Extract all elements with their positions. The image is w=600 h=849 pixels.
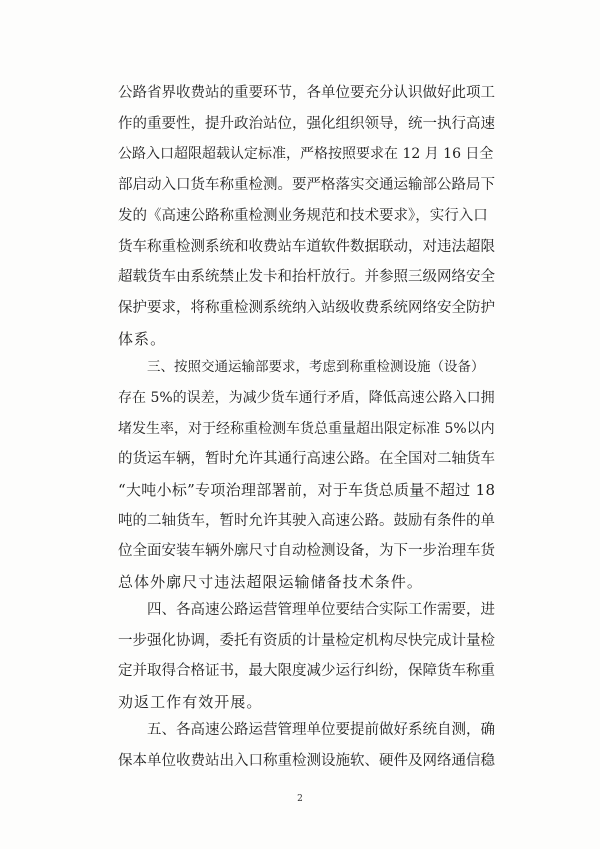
text-line: 作的重要性，提升政治站位，强化组织领导，统一执行高速 bbox=[118, 116, 495, 132]
text-line: 吨的二轴货车，暂时允许其驶入高速公路。鼓励有条件的单 bbox=[118, 513, 495, 529]
paragraph-five-start: 五、各高速公路运营管理单位要提前做好系统自测，确 bbox=[147, 722, 495, 738]
text-line: 体系。 bbox=[118, 330, 167, 348]
page-number: 2 bbox=[297, 794, 303, 804]
text-line: 劝返工作有效开展。 bbox=[118, 693, 263, 711]
text-line: 货车称重检测系统和收费站车道软件数据联动，对违法超限 bbox=[118, 239, 495, 255]
paragraph-three-start: 三、按照交通运输部要求，考虑到称重检测设施（设备） bbox=[147, 359, 485, 375]
paragraph-four-start: 四、各高速公路运营管理单位要结合实际工作需要，进 bbox=[147, 602, 495, 618]
text-line: 总体外廓尺寸违法超限运输储备技术条件。 bbox=[118, 573, 423, 591]
text-line: 保护要求，将称重检测系统纳入站级收费系统网络安全防护 bbox=[118, 300, 495, 316]
text-line: 位全面安装车辆外廓尺寸自动检测设备，为下一步治理车货 bbox=[118, 543, 495, 559]
text-line: 存在 5%的误差，为减少货车通行矛盾，降低高速公路入口拥 bbox=[118, 390, 495, 406]
text-line: “大吨小标”专项治理部署前，对于车货总质量不超过 18 bbox=[118, 481, 496, 499]
text-line: 部启动入口货车称重检测。要严格落实交通运输部公路局下 bbox=[118, 177, 495, 193]
text-line: 公路入口超限超载认定标准，严格按照要求在 12 月 16 日全 bbox=[118, 146, 494, 162]
text-line: 保本单位收费站出入口称重检测设施软、硬件及网络通信稳 bbox=[118, 753, 495, 769]
text-line: 定并取得合格证书，最大限度减少运行纠纷，保障货车称重 bbox=[118, 663, 495, 679]
text-line: 的货运车辆，暂时允许其通行高速公路。在全国对二轴货车 bbox=[118, 451, 495, 467]
text-line: 超载货车由系统禁止发卡和抬杆放行。并参照三级网络安全 bbox=[118, 269, 495, 285]
text-line: 发的《高速公路称重检测业务规范和技术要求》，实行入口 bbox=[118, 208, 488, 224]
text-line: 公路省界收费站的重要环节，各单位要充分认识做好此项工 bbox=[118, 85, 495, 101]
text-line: 一步强化协调，委托有资质的计量检定机构尽快完成计量检 bbox=[118, 633, 495, 649]
text-line: 堵发生率，对于经称重检测车货总重量超出限定标准 5%以内 bbox=[118, 421, 495, 437]
